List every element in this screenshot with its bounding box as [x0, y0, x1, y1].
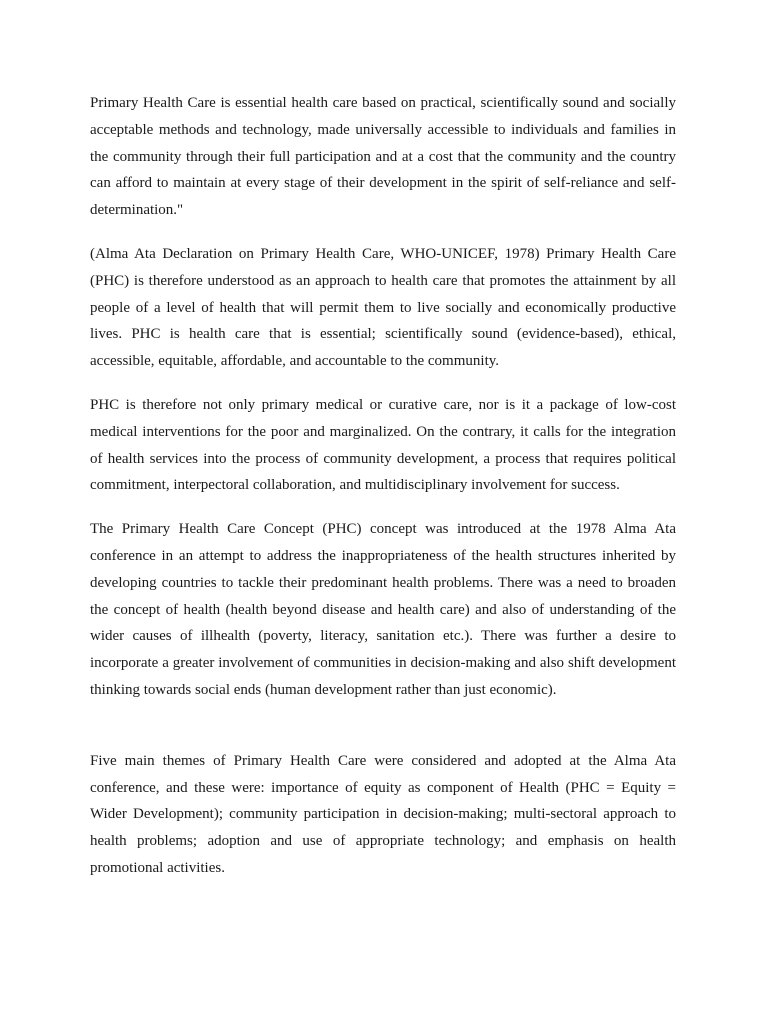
- paragraph-1: Primary Health Care is essential health care based on practical, scientifically sound and socially acceptable methods and technology, made universally accessible to individuals and families in the community through their full participation and at a cost that the community and the country can afford to maintain at every stage of their development in the spirit of self-reliance and self-determination.": [90, 95, 676, 219]
- document-body: [90, 90, 676, 882]
- paragraph-3: PHC is therefore not only primary medical or curative care, nor is it a package of low-cost medical interventions for the poor and marginalized. On the contrary, it calls for the integration of health services into the process of community development, a process that requires political commitment, interpectoral collaboration, and multidisciplinary involvement for success.: [90, 396, 676, 494]
- paragraph-2: (Alma Ata Declaration on Primary Health Care, WHO-UNICEF, 1978) Primary Health Care (PHC) is therefore understood as an approach to health care that promotes the attainment by all people of a level of health that will permit them to live socially and economically productive lives. PHC is health care that is essential; scientifically sound (evidence-based), ethical, accessible, equitable, affordable, and accountable to the community.: [90, 245, 676, 370]
- paragraph-5: Five main themes of Primary Health Care were considered and adopted at the Alma Ata conference, and these were: importance of equity as component of Health (PHC = Equity = Wider Development); community participation in decision-making; multi-sectoral approach to health problems; adoption and use of appropriate technology; and emphasis on health promotional activities.: [90, 752, 676, 876]
- paragraph-4: The Primary Health Care Concept (PHC) concept was introduced at the 1978 Alma Ata conference in an attempt to address the inappropriateness of the health structures inherited by developing countries to tackle their predominant health problems. There was a need to broaden the concept of health (health beyond disease and health care) and also of understanding of the wider causes of illhealth (poverty, literacy, sanitation etc.). There was further a desire to incorporate a greater involvement of communities in decision-making and also shift development thinking towards social ends (human development rather than just economic).: [90, 521, 676, 698]
